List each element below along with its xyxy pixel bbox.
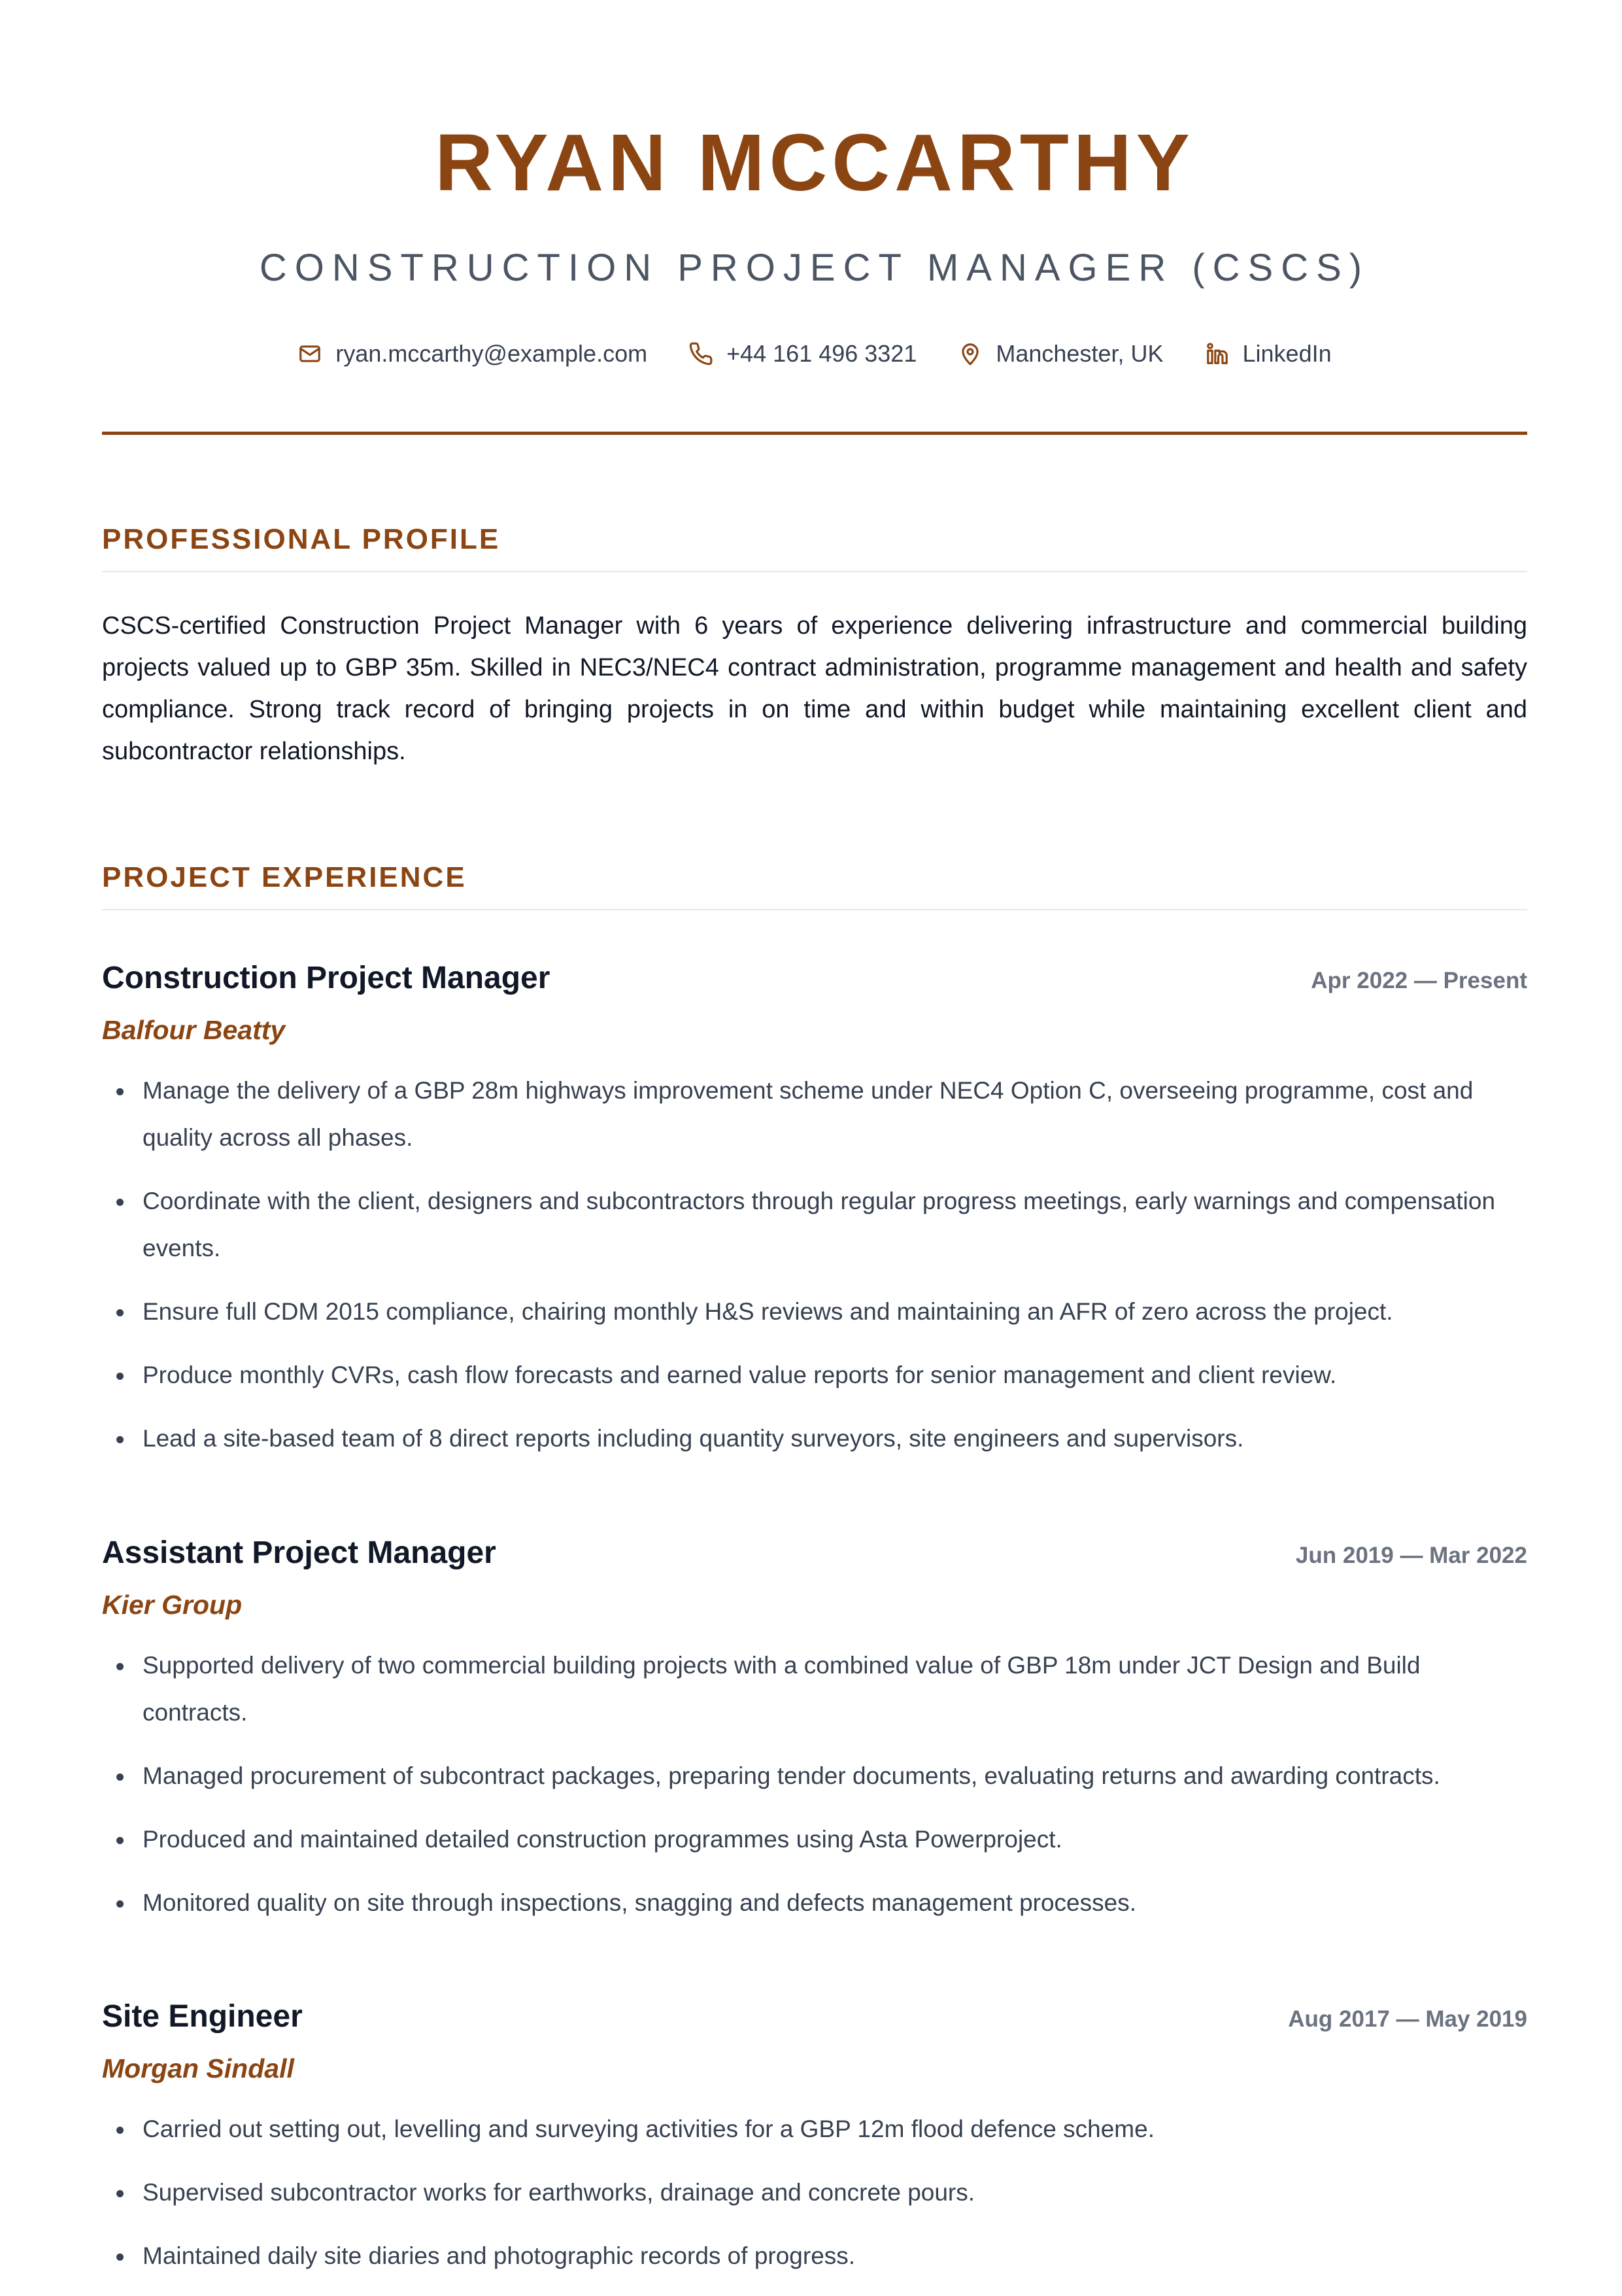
phone-icon	[688, 341, 713, 366]
list-item: Maintained daily site diaries and photographic records of progress.	[102, 2233, 1527, 2280]
contact-bar	[102, 335, 1527, 372]
job-dates: Jun 2019 — Mar 2022	[1295, 1543, 1527, 1568]
experience-divider	[102, 909, 1527, 910]
job-bullets	[102, 1642, 1527, 1943]
job-bullets	[102, 1067, 1527, 1479]
job-title: Site Engineer	[102, 1999, 303, 2034]
job-dates: Aug 2017 — May 2019	[1288, 2006, 1527, 2032]
job-company: Morgan Sindall	[102, 2053, 294, 2083]
list-item: Produced and maintained detailed construction programmes using Asta Powerproject.	[102, 1816, 1527, 1863]
list-item: Managed procurement of subcontract packages, preparing tender documents, evaluating returns and awarding contracts.	[102, 1753, 1527, 1800]
list-item: Monitored quality on site through inspections, snagging and defects management processes.	[102, 1879, 1527, 1927]
job-dates: Apr 2022 — Present	[1311, 968, 1527, 993]
list-item: Ensure full CDM 2015 compliance, chairing monthly H&S reviews and maintaining an AFR of zero across the project.	[102, 1288, 1527, 1335]
profile-heading: PROFESSIONAL PROFILE	[102, 523, 501, 555]
list-item: Carried out setting out, levelling and surveying activities for a GBP 12m flood defence scheme.	[102, 2106, 1527, 2153]
job-headline: CONSTRUCTION PROJECT MANAGER (CSCS)	[259, 247, 1370, 289]
contact-email-text: ryan.mccarthy@example.com	[335, 340, 648, 367]
job-bullets	[102, 2106, 1527, 2296]
contact-email[interactable]	[297, 335, 647, 372]
location-pin-icon	[958, 341, 983, 366]
experience-heading: PROJECT EXPERIENCE	[102, 861, 467, 893]
profile-divider	[102, 571, 1527, 572]
job-title: Construction Project Manager	[102, 961, 550, 995]
list-item: Coordinate with the client, designers and subcontractors through regular progress meetings, early warnings and compensation events.	[102, 1178, 1527, 1272]
mail-icon	[297, 341, 322, 366]
contact-phone[interactable]	[688, 335, 917, 372]
job-company: Kier Group	[102, 1590, 243, 1620]
list-item: Manage the delivery of a GBP 28m highways improvement scheme under NEC4 Option C, overseeing programme, cost and quality across all phases.	[102, 1067, 1527, 1161]
contact-linkedin-text: LinkedIn	[1242, 340, 1332, 367]
contact-location-text: Manchester, UK	[996, 340, 1164, 367]
list-item: Supported delivery of two commercial building projects with a combined value of GBP 18m under JCT Design and Build contracts.	[102, 1642, 1527, 1736]
job-company: Balfour Beatty	[102, 1015, 286, 1045]
list-item: Lead a site-based team of 8 direct reports including quantity surveyors, site engineers and supervisors.	[102, 1415, 1527, 1462]
job-title: Assistant Project Manager	[102, 1535, 496, 1570]
list-item: Produce monthly CVRs, cash flow forecasts and earned value reports for senior management and client review.	[102, 1352, 1527, 1399]
candidate-name: RYAN MCCARTHY	[435, 118, 1194, 208]
linkedin-icon	[1205, 341, 1230, 366]
contact-linkedin[interactable]	[1205, 335, 1332, 372]
header-divider	[102, 432, 1527, 435]
profile-summary: CSCS-certified Construction Project Manager with 6 years of experience delivering infrastructure and commercial building projects valued up to GBP 35m. Skilled in NEC3/NEC4 contract administration, programme management and health and safety compliance. Strong track record of bringing projects in on time and within budget while maintaining excellent client and subcontractor relationships.	[102, 612, 1527, 765]
list-item: Supervised subcontractor works for earthworks, drainage and concrete pours.	[102, 2169, 1527, 2216]
contact-phone-text: +44 161 496 3321	[726, 340, 917, 367]
contact-location	[958, 335, 1163, 372]
